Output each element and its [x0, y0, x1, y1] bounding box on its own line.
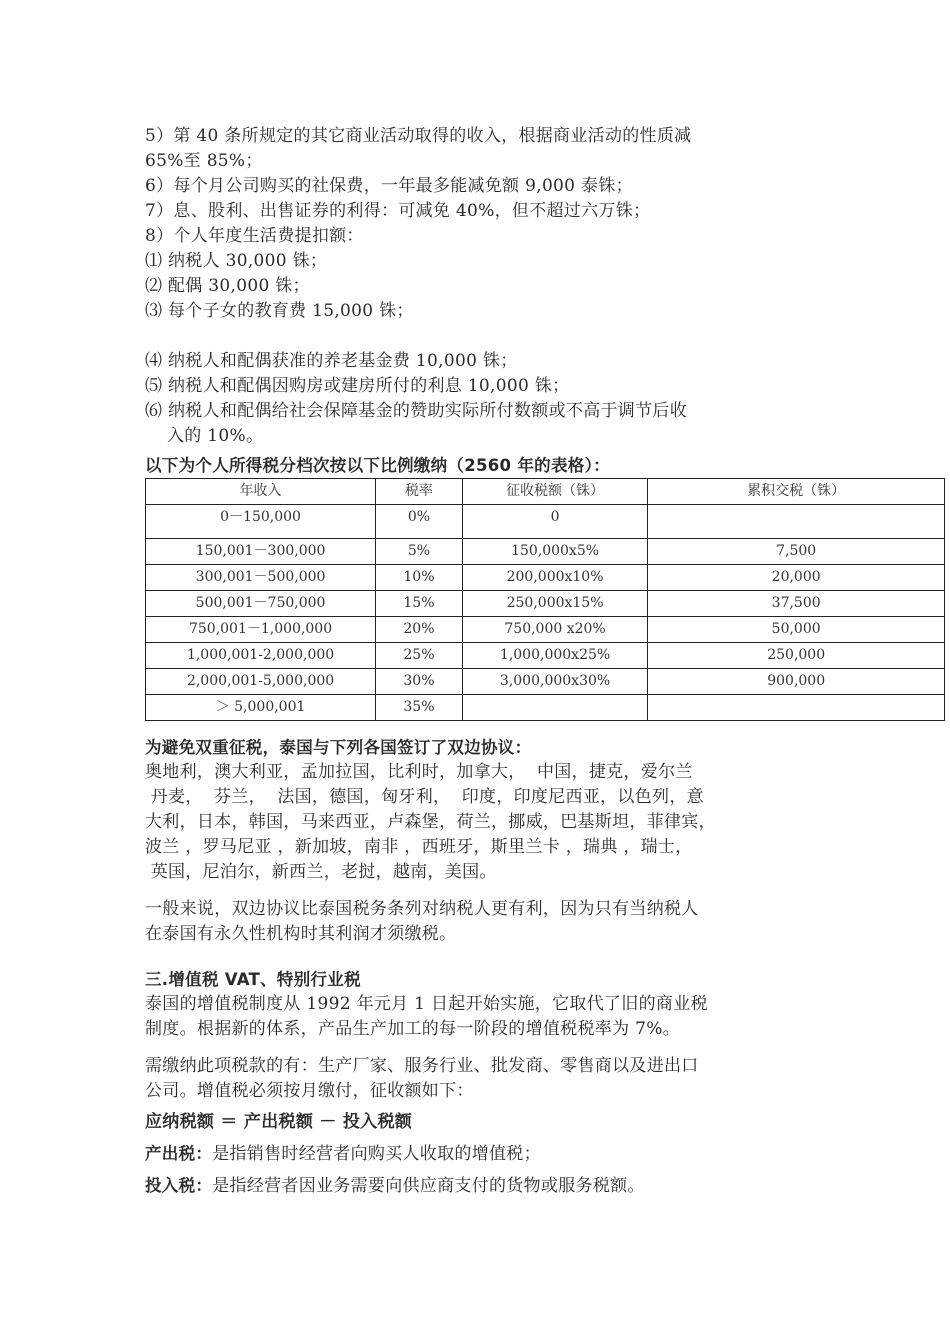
- treaty-line: 奥地利，澳大利亚，孟加拉国，比利时，加拿大， 中国，捷克，爱尔兰: [145, 762, 693, 782]
- tax-formula: 应纳税额 ＝ 产出税额 － 投入税额: [145, 1112, 413, 1132]
- table-cell: [648, 505, 945, 539]
- treaty-line: 丹麦， 芬兰， 法国，德国，匈牙利， 印度，印度尼西亚，以色列，意: [145, 787, 704, 807]
- table-cell: [648, 695, 945, 721]
- table-row: [146, 505, 945, 539]
- table-cell: 0: [462, 505, 648, 539]
- table-cell: 37,500: [648, 591, 945, 617]
- table-cell: 1,000,000x25%: [462, 643, 648, 669]
- output-tax-definition: [145, 1141, 945, 1167]
- list-item: ⑶ 每个子女的教育费 15,000 铢；: [145, 301, 414, 321]
- paragraph-line: 一般来说，双边协议比泰国税务条列对纳税人更有利，因为只有当纳税人: [145, 899, 699, 919]
- table-cell: 20,000: [648, 565, 945, 591]
- paragraph-line: 需缴纳此项税款的有：生产厂家、服务行业、批发商、零售商以及进出口: [145, 1056, 699, 1076]
- table-cell: [462, 695, 648, 721]
- column-header: 征收税额（铢）: [462, 479, 648, 505]
- treaty-line: 英国，尼泊尔，新西兰，老挝，越南，美国。: [145, 862, 497, 882]
- table-cell: 7,500: [648, 539, 945, 565]
- input-tax-label: 投入税：: [145, 1176, 213, 1195]
- table-row: [146, 539, 945, 565]
- list-item: 7）息、股利、出售证券的利得：可减免 40%，但不超过六万铢；: [145, 201, 651, 221]
- treaty-line: 大利，日本，韩国，马来西亚，卢森堡，荷兰，挪威，巴基斯坦，菲律宾，: [145, 812, 716, 832]
- table-cell: 500,001－750,000: [146, 591, 376, 617]
- table-row: [146, 669, 945, 695]
- table-cell: 5%: [376, 539, 463, 565]
- table-row: [146, 643, 945, 669]
- list-item: 65%至 85%；: [145, 151, 263, 171]
- input-tax-definition: [145, 1173, 945, 1199]
- table-cell: 150,000x5%: [462, 539, 648, 565]
- table-cell: 10%: [376, 565, 463, 591]
- table-cell: 15%: [376, 591, 463, 617]
- table-cell: 0－150,000: [146, 505, 376, 539]
- table-row: [146, 565, 945, 591]
- table-cell: 300,001－500,000: [146, 565, 376, 591]
- paragraph-line: 公司。增值税必须按月缴付，征收额如下：: [145, 1081, 474, 1101]
- table-row: [146, 617, 945, 643]
- list-item: ⑹ 纳税人和配偶给社会保障基金的赞助实际所付数额或不高于调节后收: [145, 401, 688, 421]
- output-tax-label: 产出税：: [145, 1144, 213, 1163]
- section-heading: 三.增值税 VAT、特别行业税: [145, 970, 361, 989]
- column-header: 税率: [376, 479, 463, 505]
- paragraph-line: 在泰国有永久性机构时其利润才须缴税。: [145, 924, 457, 944]
- list-item: ⑸ 纳税人和配偶因购房或建房所付的利息 10,000 铢；: [145, 376, 570, 396]
- blank-line: [145, 324, 945, 349]
- table-row: [146, 591, 945, 617]
- table-cell: 150,001－300,000: [146, 539, 376, 565]
- table-cell: 2,000,001-5,000,000: [146, 669, 376, 695]
- table-cell: 900,000: [648, 669, 945, 695]
- table-cell: 1,000,001-2,000,000: [146, 643, 376, 669]
- paragraph-line: 泰国的增值税制度从 1992 年元月 1 日起开始实施，它取代了旧的商业税: [145, 994, 708, 1014]
- list-item: 8）个人年度生活费提扣额：: [145, 226, 364, 246]
- table-row: [146, 695, 945, 721]
- table-cell: 3,000,000x30%: [462, 669, 648, 695]
- table-cell: ＞ 5,000,001: [146, 695, 376, 721]
- list-item: 5）第 40 条所规定的其它商业活动取得的收入，根据商业活动的性质减: [145, 126, 692, 146]
- table-cell: 200,000x10%: [462, 565, 648, 591]
- table-cell: 250,000: [648, 643, 945, 669]
- table-header-row: [146, 479, 945, 505]
- table-cell: 250,000x15%: [462, 591, 648, 617]
- table-cell: 25%: [376, 643, 463, 669]
- table-cell: 750,000 x20%: [462, 617, 648, 643]
- paragraph-line: 制度。根据新的体系，产品生产加工的每一阶段的增值税税率为 7%。: [145, 1019, 680, 1039]
- list-item: ⑷ 纳税人和配偶获准的养老基金费 10,000 铢；: [145, 351, 518, 371]
- output-tax-text: 是指销售时经营者向购买人收取的增值税；: [212, 1144, 541, 1164]
- table-cell: 30%: [376, 669, 463, 695]
- treaty-line: 波兰 ，罗马尼亚 ，新加坡，南非 ，西班牙，斯里兰卡 ，瑞典 ，瑞士，: [145, 837, 693, 857]
- list-item: 6）每个月公司购买的社保费，一年最多能减免额 9,000 泰铢；: [145, 176, 633, 196]
- table-cell: 35%: [376, 695, 463, 721]
- list-item: ⑴ 纳税人 30,000 铢；: [145, 251, 328, 271]
- table-title: 以下为个人所得税分档次按以下比例缴纳（2560 年的表格）：: [145, 456, 610, 475]
- input-tax-text: 是指经营者因业务需要向供应商支付的货物或服务税额。: [212, 1176, 645, 1196]
- treaty-title: 为避免双重征税，泰国与下列各国签订了双边协议：: [145, 738, 532, 757]
- column-header: 年收入: [146, 479, 376, 505]
- table-cell: 20%: [376, 617, 463, 643]
- document-page: [145, 124, 945, 1199]
- table-cell: 0%: [376, 505, 463, 539]
- list-item: 入的 10%。: [167, 426, 264, 446]
- list-item: ⑵ 配偶 30,000 铢；: [145, 276, 310, 296]
- table-cell: 750,001－1,000,000: [146, 617, 376, 643]
- column-header: 累积交税（铢）: [648, 479, 945, 505]
- table-cell: 50,000: [648, 617, 945, 643]
- tax-table: [145, 478, 945, 721]
